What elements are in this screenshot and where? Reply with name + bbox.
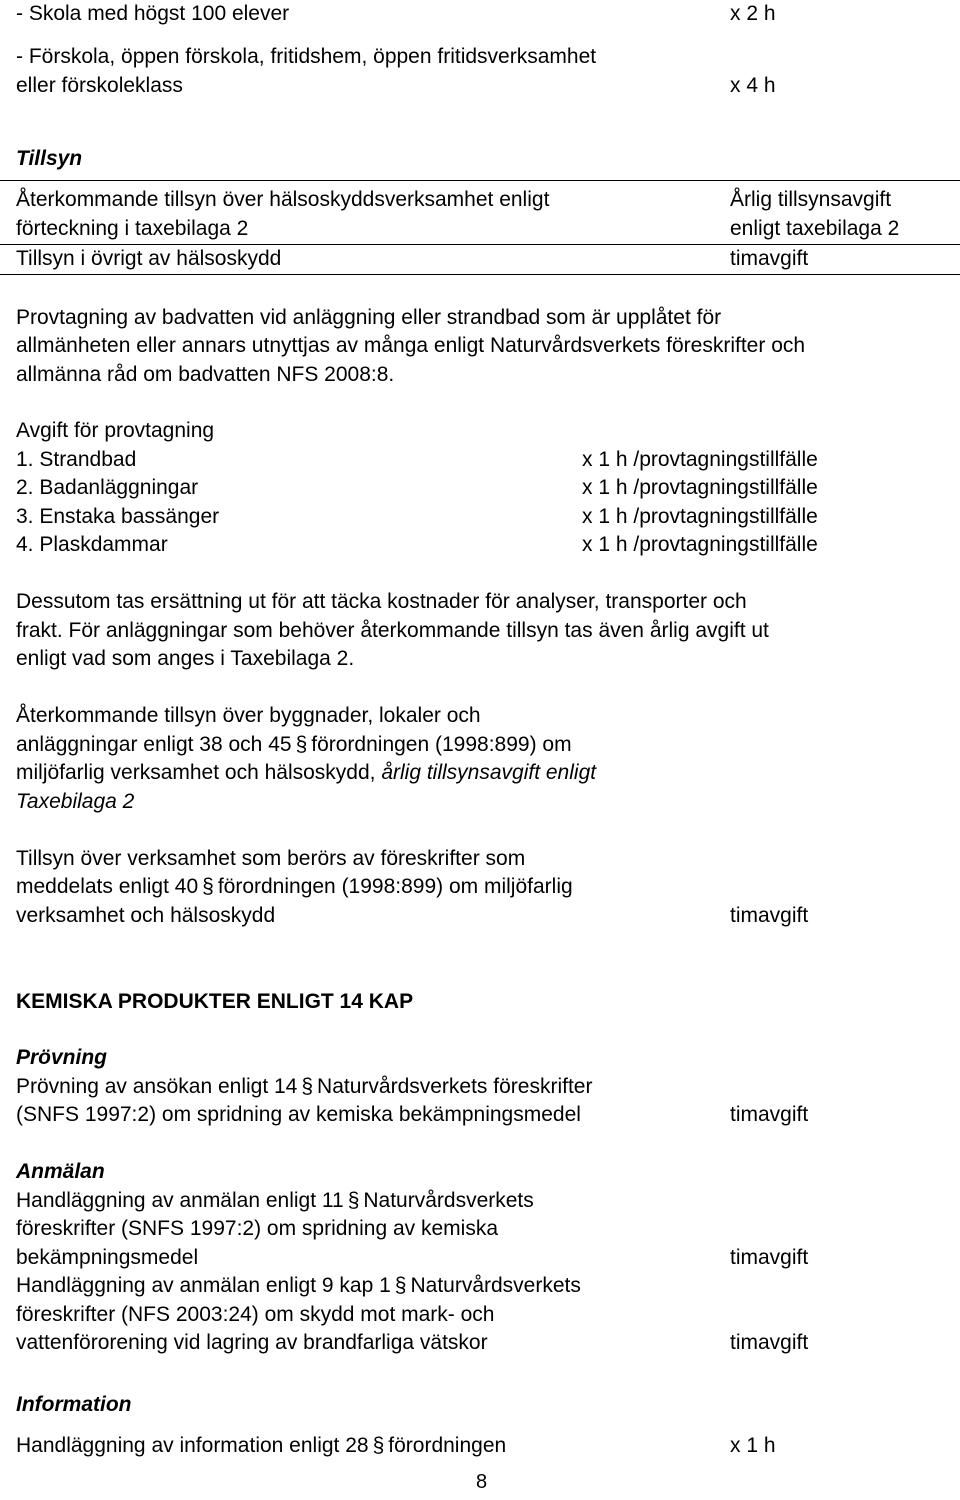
provtagning-item-label: 3. Enstaka bassänger <box>16 505 220 528</box>
section-sign: § <box>394 1274 407 1297</box>
tillsyn-label1-line1: Återkommande tillsyn över hälsoskyddsverksamhet enligt <box>16 188 550 211</box>
provning-line1: Prövning av ansökan enligt 14 § Naturvårdsverkets föreskrifter <box>16 1073 592 1102</box>
provning-heading: Prövning <box>16 1046 108 1069</box>
tillsyn-value1-line2: enligt taxebilaga 2 <box>730 217 900 240</box>
anmalan-heading: Anmälan <box>16 1160 105 1183</box>
tillsyn-label2: Tillsyn i övrigt av hälsoskydd <box>16 247 282 270</box>
provning-line2: (SNFS 1997:2) om spridning av kemiska bekämpningsmedel <box>16 1103 581 1126</box>
tillsyn-heading: Tillsyn <box>16 147 83 170</box>
page-number: 8 <box>476 1471 488 1493</box>
section-sign: § <box>202 875 214 898</box>
foreskrifter-line3: verksamhet och hälsoskydd <box>16 904 276 927</box>
anmalan1-line3: bekämpningsmedel <box>16 1246 199 1269</box>
foreskrifter-line1: Tillsyn över verksamhet som berörs av föreskrifter som <box>16 847 526 870</box>
anmalan2-line2: föreskrifter (NFS 2003:24) om skydd mot mark- och <box>16 1303 495 1326</box>
tillsyn-label1-line2: förteckning i taxebilaga 2 <box>16 217 249 240</box>
section-sign: § <box>295 733 308 756</box>
information-line: Handläggning av information enligt 28 § förordningen <box>16 1432 506 1461</box>
provtagning-note-line2: frakt. För anläggningar som behöver återkommande tillsyn tas även årlig avgift ut <box>16 619 769 642</box>
row2-label-line1: - Förskola, öppen förskola, fritidshem, öppen fritidsverksamhet <box>16 45 597 68</box>
divider <box>0 274 960 275</box>
information-heading: Information <box>16 1393 132 1416</box>
tillsyn-value2: timavgift <box>730 247 809 270</box>
provtagning-note-line3: enligt vad som anges i Taxebilaga 2. <box>16 647 355 670</box>
anmalan2-value: timavgift <box>730 1331 809 1354</box>
provtagning-item-value: x 1 h /provtagningstillfälle <box>582 505 818 528</box>
provtagning-line3: allmänna råd om badvatten NFS 2008:8. <box>16 363 395 386</box>
provtagning-line1: Provtagning av badvatten vid anläggning eller strandbad som är upplåtet för <box>16 306 722 329</box>
byggnader-line3: miljöfarlig verksamhet och hälsoskydd, årlig tillsynsavgift enligt <box>16 761 597 784</box>
section-sign: § <box>372 1434 385 1457</box>
tillsyn-value1-line1: Årlig tillsynsavgift <box>730 188 892 211</box>
anmalan1-line2: föreskrifter (SNFS 1997:2) om spridning av kemiska <box>16 1217 499 1240</box>
divider <box>0 180 960 181</box>
anmalan2-line1: Handläggning av anmälan enligt 9 kap 1 § Naturvårdsverkets <box>16 1272 581 1301</box>
foreskrifter-value: timavgift <box>730 904 809 927</box>
provtagning-item-value: x 1 h /provtagningstillfälle <box>582 476 818 499</box>
byggnader-line4: Taxebilaga 2 <box>16 790 135 813</box>
anmalan1-line1: Handläggning av anmälan enligt 11 § Naturvårdsverkets <box>16 1187 534 1216</box>
byggnader-line1: Återkommande tillsyn över byggnader, lokaler och <box>16 704 481 727</box>
provtagning-item-value: x 1 h /provtagningstillfälle <box>582 448 818 471</box>
provtagning-item-label: 2. Badanläggningar <box>16 476 199 499</box>
provtagning-line2: allmänheten eller annars utnyttjas av många enligt Naturvårdsverkets föreskrifter och <box>16 334 806 357</box>
kemiska-heading: KEMISKA PRODUKTER ENLIGT 14 KAP <box>16 990 414 1013</box>
provning-value: timavgift <box>730 1103 809 1126</box>
row2-label-line2: eller förskoleklass <box>16 74 183 97</box>
foreskrifter-line2: meddelats enligt 40 § förordningen (1998:899) om miljöfarlig <box>16 873 573 902</box>
row2-value: x 4 h <box>730 74 776 97</box>
anmalan1-value: timavgift <box>730 1246 809 1269</box>
section-sign: § <box>301 1075 314 1098</box>
information-value: x 1 h <box>730 1434 776 1457</box>
byggnader-line2: anläggningar enligt 38 och 45 § förordningen (1998:899) om <box>16 731 572 760</box>
provtagning-item-label: 1. Strandbad <box>16 448 137 471</box>
provtagning-subheading: Avgift för provtagning <box>16 419 215 442</box>
provtagning-note-line1: Dessutom tas ersättning ut för att täcka kostnader för analyser, transporter och <box>16 590 747 613</box>
anmalan2-line3: vattenförorening vid lagring av brandfarliga vätskor <box>16 1331 488 1354</box>
section-sign: § <box>347 1189 360 1212</box>
row1-value: x 2 h <box>730 2 776 25</box>
provtagning-item-label: 4. Plaskdammar <box>16 533 168 556</box>
row1-label: - Skola med högst 100 elever <box>16 2 290 25</box>
provtagning-item-value: x 1 h /provtagningstillfälle <box>582 533 818 556</box>
